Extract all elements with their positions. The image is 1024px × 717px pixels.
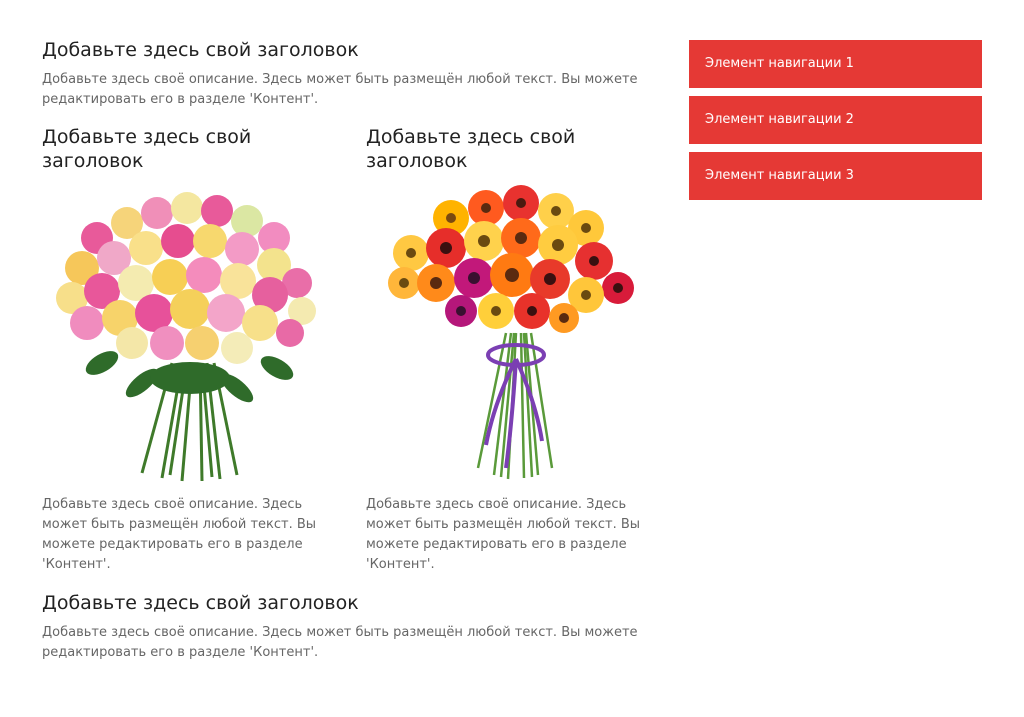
top-section [42, 38, 642, 110]
main-content [42, 38, 642, 663]
bottom-description: Добавьте здесь своё описание. Здесь может быть размещён любой текст. Вы можете редактировать его в разделе 'Контент'. [42, 625, 638, 660]
top-heading: Добавьте здесь свой заголовок [42, 39, 359, 61]
rose-heads [56, 192, 316, 364]
column-left-heading: Добавьте здесь свой заголовок [42, 126, 252, 172]
top-description: Добавьте здесь своё описание. Здесь может быть размещён любой текст. Вы можете редактировать его в разделе 'Контент'. [42, 72, 638, 107]
column-right [366, 125, 658, 575]
bottom-heading: Добавьте здесь свой заголовок [42, 592, 359, 614]
gerbera-bouquet-image [366, 183, 658, 483]
two-column-block [42, 125, 642, 575]
column-left [42, 125, 334, 575]
nav-item-2[interactable]: Элемент навигации 2 [689, 96, 982, 144]
nav-item-1[interactable]: Элемент навигации 1 [689, 40, 982, 88]
column-right-description: Добавьте здесь своё описание. Здесь может быть размещён любой текст. Вы можете редактировать его в разделе 'Контент'. [366, 497, 641, 572]
nav-item-3[interactable]: Элемент навигации 3 [689, 152, 982, 200]
side-navigation [689, 40, 982, 208]
column-left-description: Добавьте здесь своё описание. Здесь может быть размещён любой текст. Вы можете редактировать его в разделе 'Контент'. [42, 497, 317, 572]
bottom-section [42, 591, 642, 663]
column-right-heading: Добавьте здесь свой заголовок [366, 126, 576, 172]
rose-bouquet-image [42, 183, 334, 483]
gerbera-heads [388, 185, 634, 333]
